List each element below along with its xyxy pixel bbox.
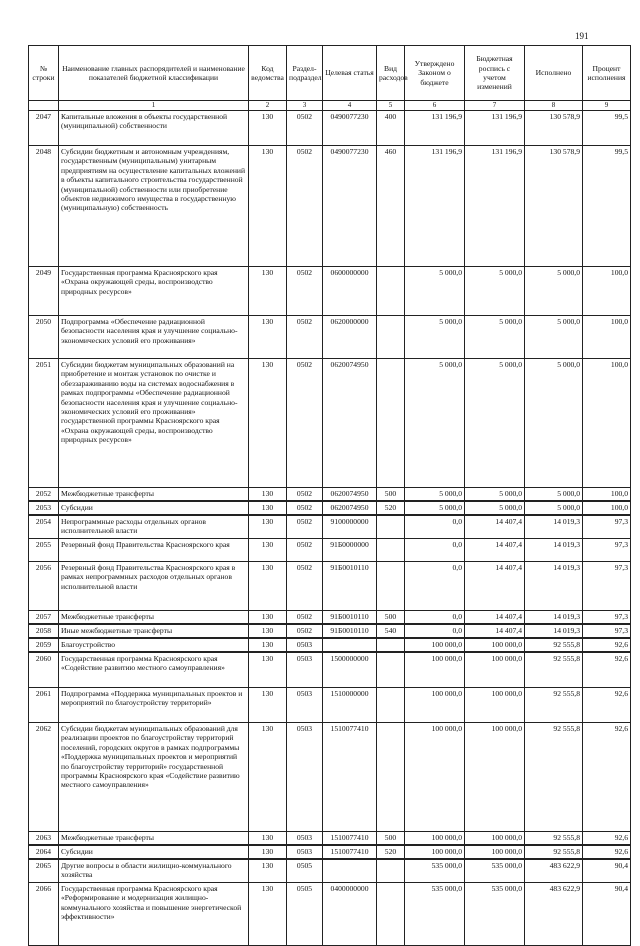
column-number — [29, 101, 59, 111]
cell-no: 2052 — [29, 488, 59, 502]
cell-isp: 5 000,0 — [525, 488, 583, 502]
cell-rospis: 100 000,0 — [465, 723, 525, 832]
cell-rospis: 14 407,4 — [465, 562, 525, 611]
cell-cs: 1510077410 — [323, 845, 377, 859]
cell-name: Резервный фонд Правительства Красноярского края в рамках непрограммных расходов отдельных органов исполнительной власти — [59, 562, 249, 611]
table-row — [29, 611, 631, 625]
cell-isp: 92 555,8 — [525, 723, 583, 832]
cell-no: 2053 — [29, 501, 59, 515]
cell-vr — [377, 688, 405, 723]
cell-ved: 130 — [249, 638, 287, 652]
table-row — [29, 688, 631, 723]
cell-pct: 90,4 — [583, 883, 631, 946]
column-header: Наименование главных распорядителей и наименование показателей бюджетной классификации — [59, 46, 249, 101]
cell-rospis: 5 000,0 — [465, 488, 525, 502]
cell-no: 2055 — [29, 539, 59, 562]
cell-no: 2047 — [29, 111, 59, 146]
cell-zakon: 100 000,0 — [405, 723, 465, 832]
table-row — [29, 723, 631, 832]
column-header: Вид расходов — [377, 46, 405, 101]
cell-zakon: 100 000,0 — [405, 688, 465, 723]
cell-zakon: 5 000,0 — [405, 359, 465, 488]
cell-cs: 1510077410 — [323, 723, 377, 832]
cell-isp: 92 555,8 — [525, 845, 583, 859]
cell-zakon: 5 000,0 — [405, 488, 465, 502]
cell-name: Государственная программа Красноярского края «Содействие развитию местного самоуправления» — [59, 652, 249, 688]
cell-isp: 14 019,3 — [525, 562, 583, 611]
column-number: 8 — [525, 101, 583, 111]
table-row — [29, 359, 631, 488]
cell-pct: 97,3 — [583, 515, 631, 539]
cell-rospis: 14 407,4 — [465, 611, 525, 625]
cell-vr — [377, 515, 405, 539]
cell-razdel: 0503 — [287, 638, 323, 652]
cell-pct: 92,6 — [583, 723, 631, 832]
cell-pct: 92,6 — [583, 638, 631, 652]
cell-ved: 130 — [249, 562, 287, 611]
cell-rospis: 14 407,4 — [465, 624, 525, 638]
cell-razdel: 0502 — [287, 501, 323, 515]
cell-razdel: 0502 — [287, 359, 323, 488]
cell-ved: 130 — [249, 845, 287, 859]
cell-ved: 130 — [249, 488, 287, 502]
cell-isp: 14 019,3 — [525, 515, 583, 539]
cell-pct: 97,3 — [583, 611, 631, 625]
cell-rospis: 100 000,0 — [465, 688, 525, 723]
cell-vr: 460 — [377, 146, 405, 267]
cell-vr — [377, 638, 405, 652]
cell-zakon: 5 000,0 — [405, 316, 465, 359]
cell-rospis: 131 196,9 — [465, 111, 525, 146]
cell-name: Непрограммные расходы отдельных органов исполнительной власти — [59, 515, 249, 539]
cell-zakon: 131 196,9 — [405, 146, 465, 267]
cell-razdel: 0502 — [287, 111, 323, 146]
cell-name: Государственная программа Красноярского края «Охрана окружающей среды, воспроизводство природных ресурсов» — [59, 267, 249, 316]
cell-cs — [323, 859, 377, 883]
table-row — [29, 146, 631, 267]
column-header: Раздел-подраздел — [287, 46, 323, 101]
cell-rospis: 100 000,0 — [465, 652, 525, 688]
table-row — [29, 883, 631, 946]
cell-no: 2048 — [29, 146, 59, 267]
table-row — [29, 638, 631, 652]
cell-zakon: 131 196,9 — [405, 111, 465, 146]
cell-razdel: 0502 — [287, 146, 323, 267]
table-row — [29, 515, 631, 539]
cell-rospis: 5 000,0 — [465, 316, 525, 359]
table-row — [29, 316, 631, 359]
cell-ved: 130 — [249, 539, 287, 562]
cell-pct: 97,3 — [583, 624, 631, 638]
cell-razdel: 0503 — [287, 832, 323, 846]
cell-razdel: 0502 — [287, 515, 323, 539]
cell-vr — [377, 267, 405, 316]
column-header: № строки — [29, 46, 59, 101]
cell-cs: 91Б0010110 — [323, 624, 377, 638]
cell-cs: 1500000000 — [323, 652, 377, 688]
table-row — [29, 845, 631, 859]
cell-rospis: 100 000,0 — [465, 638, 525, 652]
cell-vr — [377, 652, 405, 688]
table-row — [29, 488, 631, 502]
cell-name: Резервный фонд Правительства Красноярского края — [59, 539, 249, 562]
cell-ved: 130 — [249, 883, 287, 946]
cell-cs: 0400000000 — [323, 883, 377, 946]
cell-razdel: 0503 — [287, 845, 323, 859]
cell-vr — [377, 723, 405, 832]
cell-pct: 92,6 — [583, 688, 631, 723]
cell-razdel: 0503 — [287, 723, 323, 832]
cell-name: Благоустройство — [59, 638, 249, 652]
cell-isp: 130 578,9 — [525, 111, 583, 146]
cell-name: Подпрограмма «Поддержка муниципальных проектов и мероприятий по благоустройству территорий» — [59, 688, 249, 723]
cell-rospis: 535 000,0 — [465, 859, 525, 883]
table-row — [29, 624, 631, 638]
cell-rospis: 535 000,0 — [465, 883, 525, 946]
cell-zakon: 0,0 — [405, 624, 465, 638]
cell-isp: 5 000,0 — [525, 359, 583, 488]
cell-ved: 130 — [249, 111, 287, 146]
cell-isp: 483 622,9 — [525, 859, 583, 883]
cell-isp: 92 555,8 — [525, 638, 583, 652]
cell-rospis: 100 000,0 — [465, 845, 525, 859]
cell-zakon: 0,0 — [405, 539, 465, 562]
cell-no: 2054 — [29, 515, 59, 539]
cell-ved: 130 — [249, 267, 287, 316]
table-row — [29, 111, 631, 146]
cell-cs — [323, 638, 377, 652]
cell-ved: 130 — [249, 652, 287, 688]
column-number: 7 — [465, 101, 525, 111]
cell-name: Субсидии бюджетам муниципальных образований для реализации проектов по благоустройству территорий поселений, городских округов в рамках подпрограммы «Поддержка муниципальных проектов и мероприятий по благоустройству территорий» государственной программы Красноярского края «Содействие развитию местного самоуправления» — [59, 723, 249, 832]
cell-vr: 500 — [377, 488, 405, 502]
cell-pct: 92,6 — [583, 832, 631, 846]
cell-cs: 0620074950 — [323, 501, 377, 515]
cell-cs: 91Б0000000 — [323, 539, 377, 562]
cell-vr — [377, 562, 405, 611]
cell-pct: 100,0 — [583, 359, 631, 488]
column-header: Утверждено Законом о бюджете — [405, 46, 465, 101]
cell-rospis: 14 407,4 — [465, 515, 525, 539]
cell-no: 2058 — [29, 624, 59, 638]
cell-pct: 92,6 — [583, 845, 631, 859]
cell-no: 2062 — [29, 723, 59, 832]
column-number: 3 — [287, 101, 323, 111]
cell-razdel: 0505 — [287, 883, 323, 946]
cell-zakon: 0,0 — [405, 611, 465, 625]
cell-cs: 1510000000 — [323, 688, 377, 723]
cell-zakon: 0,0 — [405, 562, 465, 611]
cell-isp: 130 578,9 — [525, 146, 583, 267]
cell-pct: 99,5 — [583, 146, 631, 267]
cell-isp: 5 000,0 — [525, 501, 583, 515]
cell-name: Другие вопросы в области жилищно-коммунального хозяйства — [59, 859, 249, 883]
cell-ved: 130 — [249, 688, 287, 723]
cell-no: 2060 — [29, 652, 59, 688]
column-number: 9 — [583, 101, 631, 111]
cell-cs: 0490077230 — [323, 146, 377, 267]
table-row — [29, 267, 631, 316]
cell-cs: 0600000000 — [323, 267, 377, 316]
cell-zakon: 0,0 — [405, 515, 465, 539]
cell-zakon: 535 000,0 — [405, 883, 465, 946]
cell-ved: 130 — [249, 624, 287, 638]
cell-no: 2065 — [29, 859, 59, 883]
cell-zakon: 5 000,0 — [405, 501, 465, 515]
cell-name: Подпрограмма «Обеспечение радиационной безопасности населения края и улучшение социально-экономических условий его проживания» — [59, 316, 249, 359]
cell-cs: 9100000000 — [323, 515, 377, 539]
cell-pct: 97,3 — [583, 539, 631, 562]
cell-name: Субсидии бюджетным и автономным учреждениям, государственным (муниципальным) унитарным предприятиям на осуществление капитальных вложений в объекты капитального строительства государственной (муниципальной) собственности или приобретение объектов недвижимого имущества в государственную (муниципальную) собственность — [59, 146, 249, 267]
cell-ved: 130 — [249, 859, 287, 883]
cell-rospis: 131 196,9 — [465, 146, 525, 267]
cell-isp: 14 019,3 — [525, 611, 583, 625]
cell-isp: 5 000,0 — [525, 267, 583, 316]
column-number-row — [29, 101, 631, 111]
cell-razdel: 0502 — [287, 624, 323, 638]
cell-ved: 130 — [249, 611, 287, 625]
cell-ved: 130 — [249, 723, 287, 832]
cell-vr — [377, 359, 405, 488]
cell-no: 2057 — [29, 611, 59, 625]
cell-vr: 500 — [377, 832, 405, 846]
table-row — [29, 859, 631, 883]
cell-ved: 130 — [249, 146, 287, 267]
cell-vr: 400 — [377, 111, 405, 146]
cell-isp: 14 019,3 — [525, 624, 583, 638]
cell-ved: 130 — [249, 515, 287, 539]
cell-isp: 92 555,8 — [525, 832, 583, 846]
cell-zakon: 5 000,0 — [405, 267, 465, 316]
cell-zakon: 100 000,0 — [405, 845, 465, 859]
cell-cs: 91Б0010110 — [323, 611, 377, 625]
cell-zakon: 100 000,0 — [405, 638, 465, 652]
cell-name: Субсидии — [59, 501, 249, 515]
column-header: Код ведомства — [249, 46, 287, 101]
cell-no: 2056 — [29, 562, 59, 611]
cell-zakon: 100 000,0 — [405, 652, 465, 688]
cell-cs: 0620074950 — [323, 359, 377, 488]
cell-cs: 1510077410 — [323, 832, 377, 846]
cell-pct: 92,6 — [583, 652, 631, 688]
cell-pct: 90,4 — [583, 859, 631, 883]
cell-rospis: 14 407,4 — [465, 539, 525, 562]
cell-vr — [377, 539, 405, 562]
cell-pct: 97,3 — [583, 562, 631, 611]
cell-razdel: 0502 — [287, 267, 323, 316]
cell-cs: 0620000000 — [323, 316, 377, 359]
cell-razdel: 0502 — [287, 316, 323, 359]
cell-razdel: 0502 — [287, 488, 323, 502]
budget-table — [28, 45, 631, 946]
cell-ved: 130 — [249, 359, 287, 488]
table-row — [29, 501, 631, 515]
cell-vr: 520 — [377, 501, 405, 515]
cell-pct: 100,0 — [583, 267, 631, 316]
table-row — [29, 652, 631, 688]
cell-zakon: 535 000,0 — [405, 859, 465, 883]
cell-pct: 100,0 — [583, 501, 631, 515]
table-body — [29, 111, 631, 946]
cell-zakon: 100 000,0 — [405, 832, 465, 846]
column-number: 6 — [405, 101, 465, 111]
cell-rospis: 100 000,0 — [465, 832, 525, 846]
table-row — [29, 539, 631, 562]
cell-name: Иные межбюджетные трансферты — [59, 624, 249, 638]
cell-name: Субсидии — [59, 845, 249, 859]
cell-cs: 91Б0010110 — [323, 562, 377, 611]
cell-cs: 0620074950 — [323, 488, 377, 502]
cell-pct: 100,0 — [583, 316, 631, 359]
column-header: Исполнено — [525, 46, 583, 101]
cell-rospis: 5 000,0 — [465, 359, 525, 488]
cell-no: 2049 — [29, 267, 59, 316]
cell-no: 2064 — [29, 845, 59, 859]
cell-isp: 14 019,3 — [525, 539, 583, 562]
column-number: 4 — [323, 101, 377, 111]
cell-razdel: 0502 — [287, 611, 323, 625]
cell-isp: 92 555,8 — [525, 652, 583, 688]
cell-isp: 483 622,9 — [525, 883, 583, 946]
cell-ved: 130 — [249, 316, 287, 359]
cell-no: 2063 — [29, 832, 59, 846]
column-number: 1 — [59, 101, 249, 111]
cell-isp: 5 000,0 — [525, 316, 583, 359]
cell-vr: 500 — [377, 611, 405, 625]
cell-no: 2050 — [29, 316, 59, 359]
cell-no: 2066 — [29, 883, 59, 946]
column-number: 5 — [377, 101, 405, 111]
cell-name: Субсидии бюджетам муниципальных образований на приобретение и монтаж установок по очистке и обеззараживанию воды на системах водоснабжения в рамках подпрограммы «Обеспечение радиационной безопасности населения края и улучшение социально-экономических условий его проживания» государственной программы Красноярского края «Охрана окружающей среды, воспроизводство природных ресурсов» — [59, 359, 249, 488]
cell-vr — [377, 316, 405, 359]
page-number: 191 — [575, 31, 589, 41]
cell-ved: 130 — [249, 832, 287, 846]
cell-rospis: 5 000,0 — [465, 501, 525, 515]
table-header-row — [29, 46, 631, 101]
cell-no: 2059 — [29, 638, 59, 652]
column-header: Бюджетная роспись с учетом изменений — [465, 46, 525, 101]
cell-name: Межбюджетные трансферты — [59, 832, 249, 846]
cell-vr: 520 — [377, 845, 405, 859]
cell-pct: 99,5 — [583, 111, 631, 146]
cell-razdel: 0503 — [287, 652, 323, 688]
cell-isp: 92 555,8 — [525, 688, 583, 723]
cell-vr: 540 — [377, 624, 405, 638]
cell-razdel: 0502 — [287, 539, 323, 562]
cell-ved: 130 — [249, 501, 287, 515]
cell-cs: 0490077230 — [323, 111, 377, 146]
cell-vr — [377, 883, 405, 946]
cell-name: Государственная программа Красноярского края «Реформирование и модернизация жилищно-коммунального хозяйства и повышение энергетической эффективности» — [59, 883, 249, 946]
cell-razdel: 0505 — [287, 859, 323, 883]
column-header: Целевая статья — [323, 46, 377, 101]
column-header: Процент исполнения — [583, 46, 631, 101]
cell-name: Межбюджетные трансферты — [59, 488, 249, 502]
cell-razdel: 0502 — [287, 562, 323, 611]
cell-no: 2051 — [29, 359, 59, 488]
table-row — [29, 562, 631, 611]
cell-razdel: 0503 — [287, 688, 323, 723]
cell-no: 2061 — [29, 688, 59, 723]
cell-pct: 100,0 — [583, 488, 631, 502]
table-row — [29, 832, 631, 846]
cell-rospis: 5 000,0 — [465, 267, 525, 316]
cell-name: Капитальные вложения в объекты государственной (муниципальной) собственности — [59, 111, 249, 146]
cell-name: Межбюджетные трансферты — [59, 611, 249, 625]
cell-vr — [377, 859, 405, 883]
column-number: 2 — [249, 101, 287, 111]
